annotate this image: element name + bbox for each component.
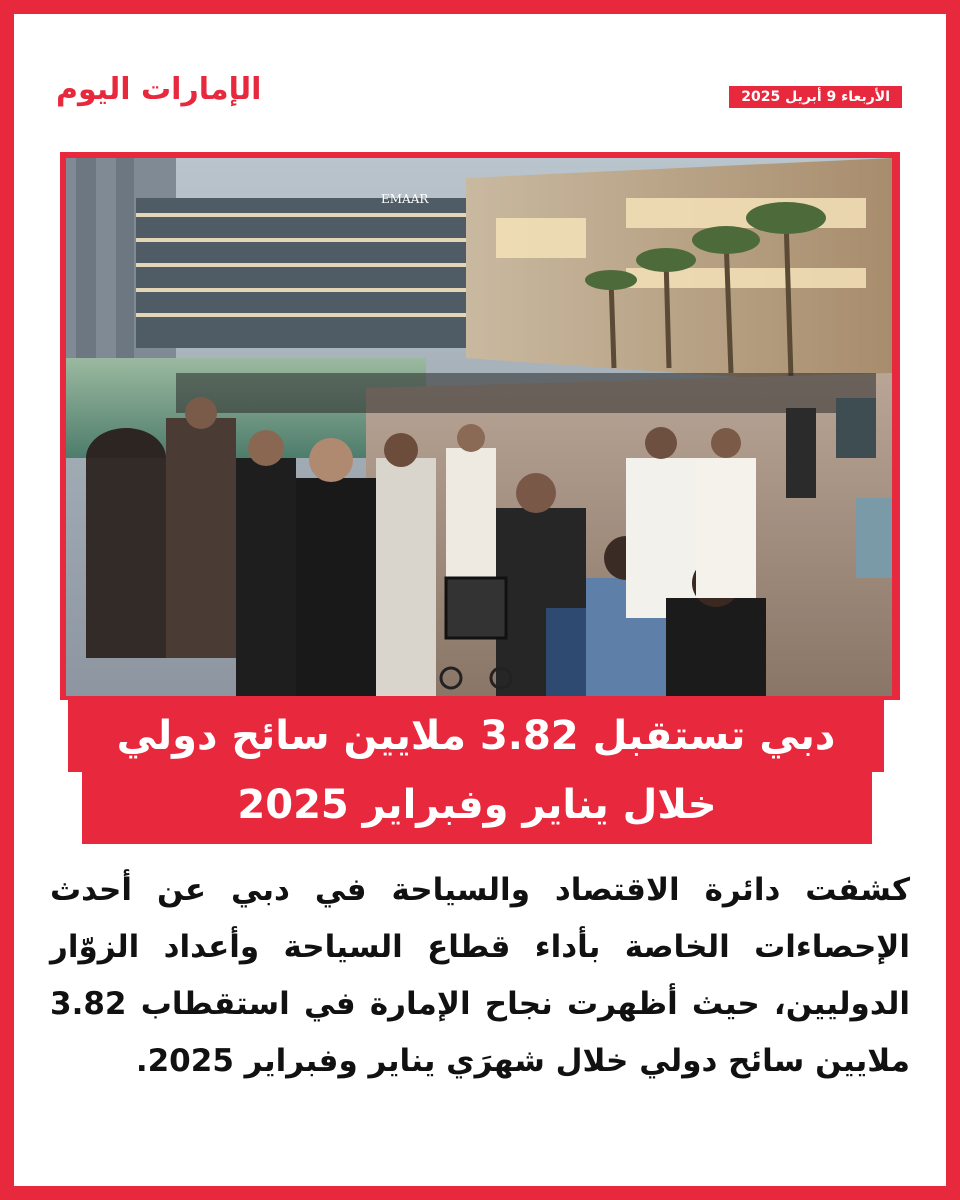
brand-logo: الإمارات اليوم (56, 72, 262, 107)
date-badge: الأربعاء 9 أبريل 2025 (729, 86, 902, 108)
headline-line-2: خلال يناير وفبراير 2025 (82, 772, 872, 844)
headline-line-1: دبي تستقبل 3.82 ملايين سائح دولي (68, 700, 884, 772)
news-photo (66, 158, 892, 696)
article-body: كشفت دائرة الاقتصاد والسياحة في دبي عن أحدث الإحصاءات الخاصة بأداء قطاع السياحة وأعداد الزوّار الدوليين، حيث أظهرت نجاح الإمارة في استقطاب 3.82 ملايين سائح دولي خلال شهرَي يناير وفبراير 2025. (50, 872, 910, 1079)
emaar-sign: EMAAR (381, 192, 429, 206)
